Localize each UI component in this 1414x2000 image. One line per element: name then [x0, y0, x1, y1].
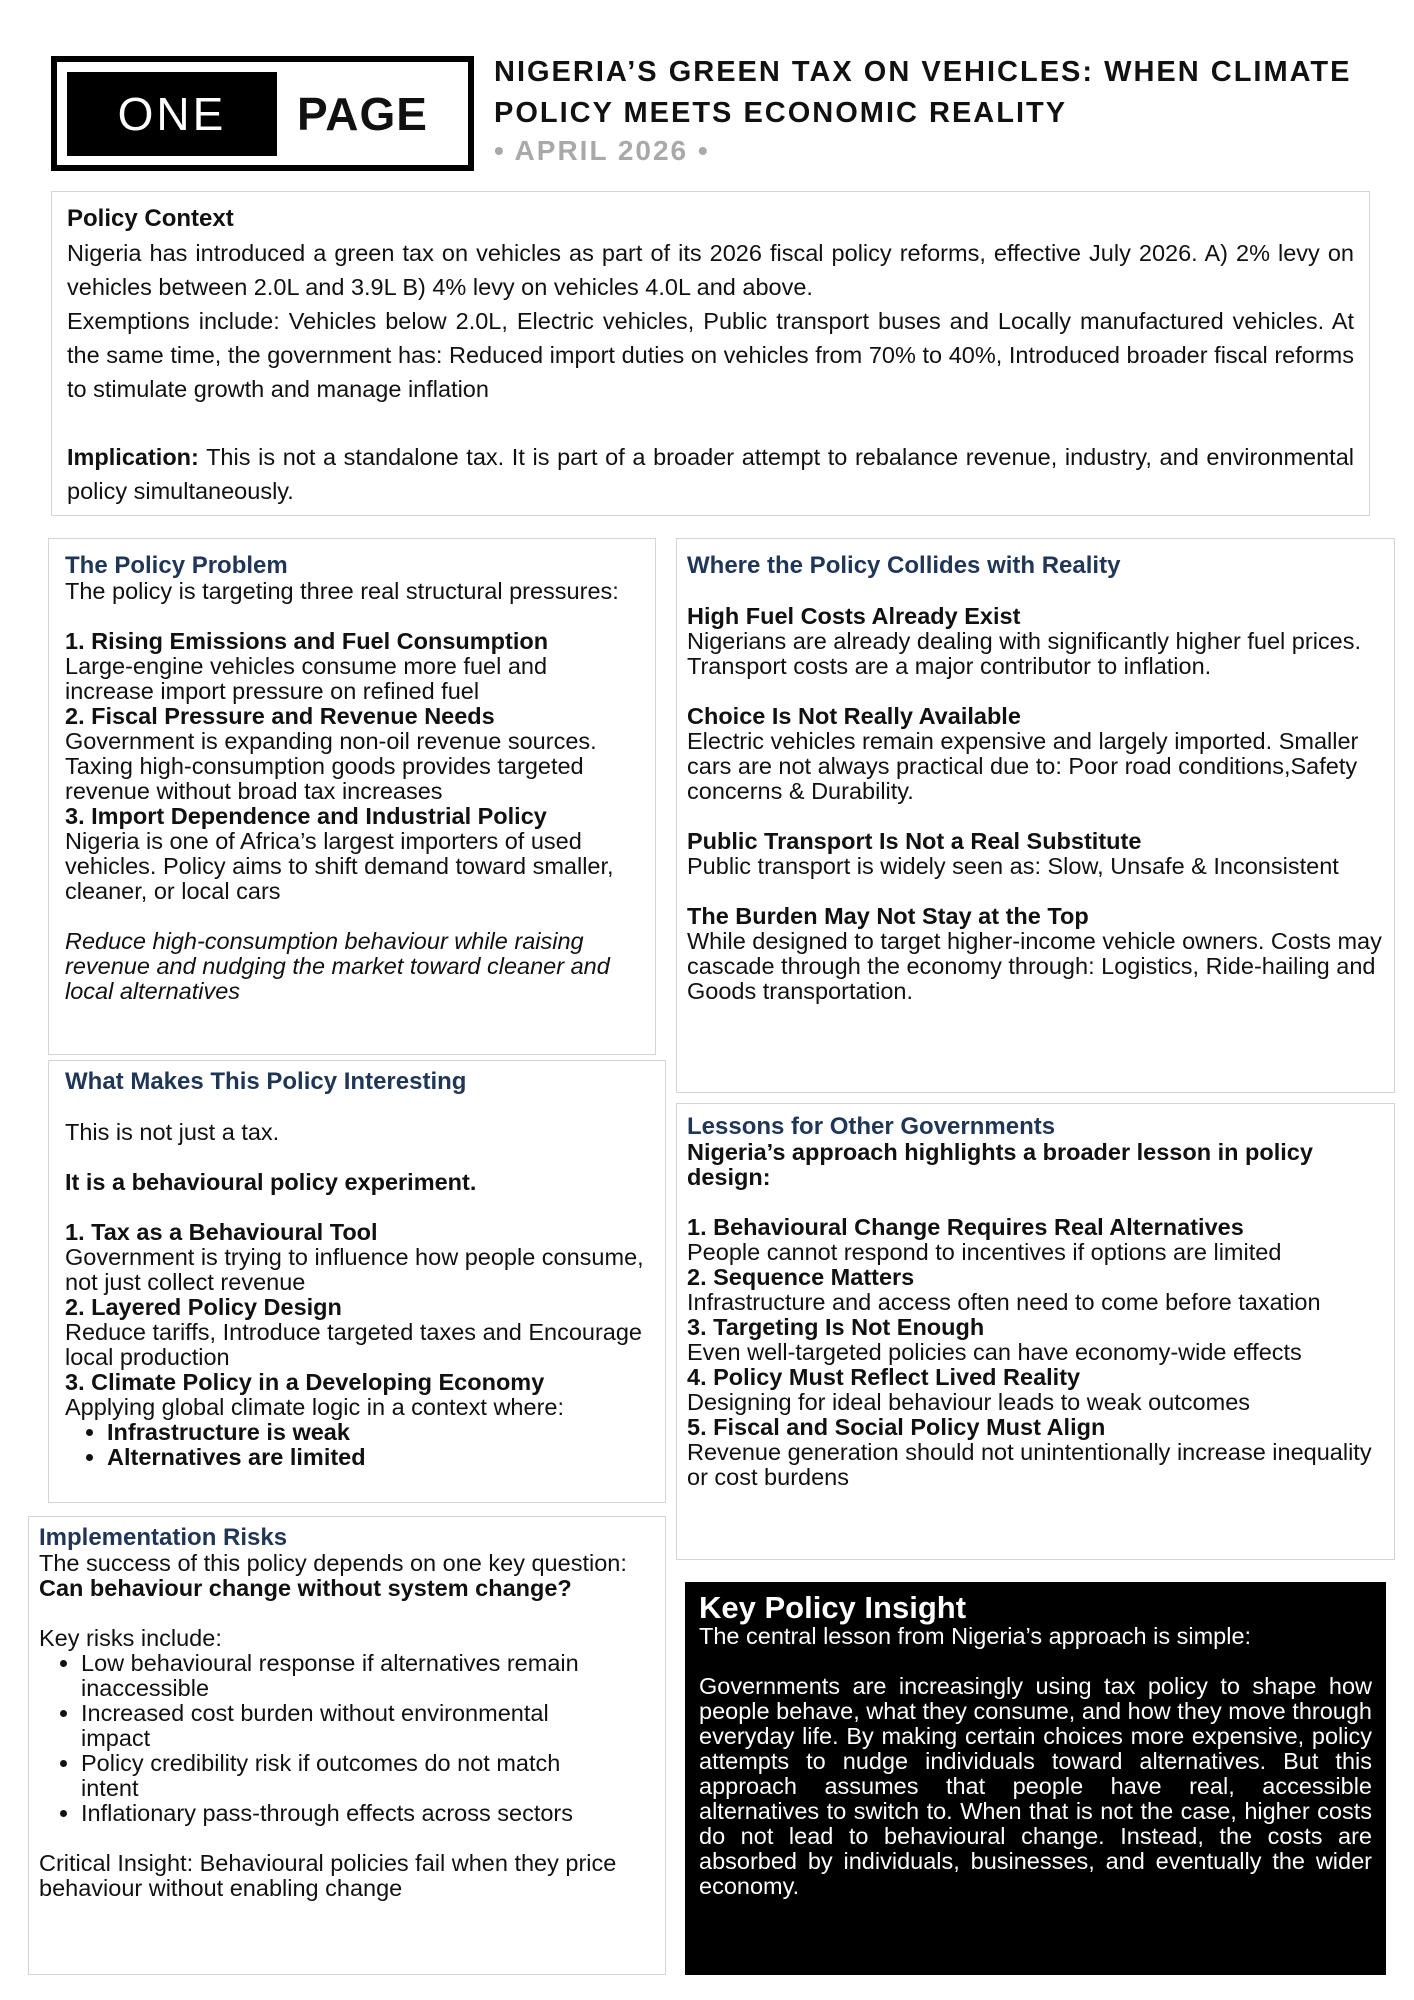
- implementation-risks-section: [28, 1516, 666, 1975]
- bullet-item: • Inflationary pass-through effects across sectors: [81, 1801, 599, 1826]
- item-list: [687, 579, 1384, 1004]
- item-title: 5. Fiscal and Social Policy Must Align: [687, 1414, 1106, 1440]
- intro: Nigeria’s approach highlights a broader lesson in policy design:: [687, 1139, 1313, 1190]
- section-heading: Where the Policy Collides with Reality: [687, 552, 1121, 579]
- item-title: 1. Tax as a Behavioural Tool: [65, 1219, 378, 1245]
- bullet-item: • Infrastructure is weak: [107, 1420, 649, 1445]
- section-heading: Implementation Risks: [39, 1524, 288, 1551]
- one-page-logo: [51, 56, 474, 171]
- implication-label: Implication:: [67, 444, 199, 470]
- logo-page: PAGE: [297, 88, 428, 140]
- policy-context-section: [51, 191, 1370, 516]
- statement-bold: It is a behavioural policy experiment.: [65, 1169, 477, 1195]
- bullet-item: • Policy credibility risk if outcomes do not match intent: [81, 1751, 599, 1801]
- item-text: People cannot respond to incentives if options are limited: [687, 1239, 1282, 1265]
- item-text: Government is trying to influence how people consume, not just collect revenue: [65, 1244, 644, 1295]
- numbered-list: [65, 629, 639, 904]
- item-text: Reduce tariffs, Introduce targeted taxes and Encourage local production: [65, 1319, 642, 1370]
- context-paragraph: Exemptions include: Vehicles below 2.0L, Electric vehicles, Public transport buses and Locally manufactured vehicles. At the same time, the government has: Reduced import duties on vehicles from 70% to 40%, Introduced broader fiscal reforms to stimulate growth and manage inflation: [67, 308, 1354, 402]
- bullet-item: • Increased cost burden without environmental impact: [81, 1701, 599, 1751]
- section-heading: Key Policy Insight: [699, 1590, 967, 1625]
- page-title: NIGERIA’S GREEN TAX ON VEHICLES: WHEN CLIMATE POLICY MEETS ECONOMIC REALITY: [494, 56, 1352, 129]
- item-text: Even well-targeted policies can have economy-wide effects: [687, 1339, 1302, 1365]
- item-title: 1. Rising Emissions and Fuel Consumption: [65, 628, 549, 654]
- item-text: Public transport is widely seen as: Slow, Unsafe & Inconsistent: [687, 853, 1339, 879]
- item-title: High Fuel Costs Already Exist: [687, 603, 1021, 629]
- item-title: 2. Fiscal Pressure and Revenue Needs: [65, 703, 495, 729]
- item-title: Choice Is Not Really Available: [687, 703, 1021, 729]
- item-title: 1. Behavioural Change Requires Real Alternatives: [687, 1214, 1244, 1240]
- item-text: Infrastructure and access often need to come before taxation: [687, 1289, 1321, 1315]
- item-text: Electric vehicles remain expensive and largely imported. Smaller cars are not always practical due to: Poor road conditions,Safety concerns & Durability.: [687, 728, 1359, 804]
- intro: The success of this policy depends on one key question:: [39, 1550, 627, 1576]
- key-question: Can behaviour change without system change?: [39, 1575, 572, 1601]
- logo-one: ONE: [67, 72, 277, 156]
- insight-paragraph: Governments are increasingly using tax policy to shape how people behave, what they consume, and how they move through everyday life. By making certain choices more expensive, policy attempts to nudge individuals toward alternatives. But this approach assumes that people have real, accessible alternatives to switch to. When that is not the case, higher costs do not lead to behavioural change. Instead, the costs are absorbed by individuals, businesses, and eventually the wider economy.: [699, 1673, 1372, 1899]
- item-title: 3. Climate Policy in a Developing Economy: [65, 1369, 545, 1395]
- item-title: 3. Targeting Is Not Enough: [687, 1314, 985, 1340]
- section-heading: Policy Context: [67, 205, 234, 232]
- interesting-section: [48, 1060, 666, 1503]
- bullet-list: [65, 1420, 649, 1470]
- critical-insight: Critical Insight: Behavioural policies fail when they price behaviour without enabling change: [39, 1850, 617, 1901]
- bullet-item: • Low behavioural response if alternatives remain inaccessible: [81, 1651, 599, 1701]
- item-text: Large-engine vehicles consume more fuel and increase import pressure on refined fuel: [65, 653, 548, 704]
- issue-date: • APRIL 2026 •: [494, 135, 710, 166]
- item-text: Nigerians are already dealing with significantly higher fuel prices. Transport costs are a major contributor to inflation.: [687, 628, 1362, 679]
- lessons-section: [676, 1103, 1395, 1560]
- intro: The policy is targeting three real structural pressures:: [65, 578, 619, 604]
- bullet-item: • Alternatives are limited: [107, 1445, 649, 1470]
- implication-text: This is not a standalone tax. It is part of a broader attempt to rebalance revenue, industry, and environmental policy simultaneously.: [67, 444, 1354, 504]
- item-title: 4. Policy Must Reflect Lived Reality: [687, 1364, 1081, 1390]
- context-paragraph: Nigeria has introduced a green tax on vehicles as part of its 2026 fiscal policy reforms, effective July 2026. A) 2% levy on vehicles between 2.0L and 3.9L B) 4% levy on vehicles 4.0L and above.: [67, 240, 1354, 300]
- list-label: Key risks include:: [39, 1625, 222, 1651]
- item-title: Public Transport Is Not a Real Substitute: [687, 828, 1142, 854]
- section-heading: The Policy Problem: [65, 552, 288, 579]
- collides-section: [676, 538, 1395, 1093]
- item-text: While designed to target higher-income vehicle owners. Costs may cascade through the economy through: Logistics, Ride-hailing and Goods transportation.: [687, 928, 1382, 1004]
- item-title: 3. Import Dependence and Industrial Policy: [65, 803, 547, 829]
- summary: Reduce high-consumption behaviour while raising revenue and nudging the market toward cleaner and local alternatives: [65, 928, 610, 1004]
- implication: [67, 440, 1354, 508]
- item-text: Applying global climate logic in a context where:: [65, 1394, 564, 1420]
- policy-problem-section: [48, 538, 656, 1055]
- insight-paragraph: The central lesson from Nigeria’s approach is simple:: [699, 1623, 1252, 1649]
- section-heading: Lessons for Other Governments: [687, 1113, 1056, 1140]
- section-heading: What Makes This Policy Interesting: [65, 1068, 467, 1095]
- numbered-list: [687, 1215, 1384, 1490]
- item-title: 2. Sequence Matters: [687, 1264, 915, 1290]
- bullet-list: [39, 1651, 599, 1826]
- statement: This is not just a tax.: [65, 1119, 280, 1145]
- item-text: Designing for ideal behaviour leads to weak outcomes: [687, 1389, 1251, 1415]
- item-title: 2. Layered Policy Design: [65, 1294, 342, 1320]
- item-title: The Burden May Not Stay at the Top: [687, 903, 1089, 929]
- item-text: Revenue generation should not unintentionally increase inequality or cost burdens: [687, 1439, 1372, 1490]
- key-policy-insight-section: [685, 1582, 1386, 1975]
- item-text: Nigeria is one of Africa’s largest importers of used vehicles. Policy aims to shift demand toward smaller, cleaner, or local cars: [65, 828, 614, 904]
- numbered-list: [65, 1220, 649, 1420]
- item-text: Government is expanding non-oil revenue sources. Taxing high-consumption goods provides targeted revenue without broad tax increases: [65, 728, 597, 804]
